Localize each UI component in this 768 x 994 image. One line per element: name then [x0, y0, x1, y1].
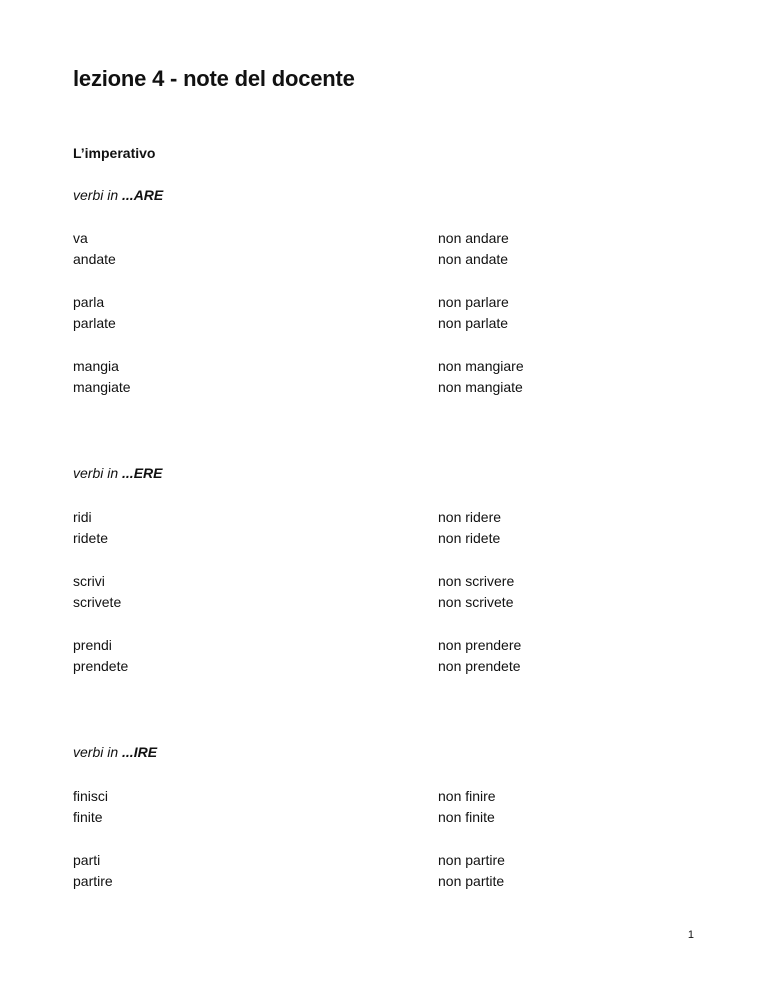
negative-tu: non parlare	[438, 294, 509, 310]
negative-tu: non finire	[438, 788, 496, 804]
affirmative-tu: va	[73, 230, 88, 246]
negative-forms	[438, 571, 514, 613]
negative-voi: non andate	[438, 251, 509, 267]
section-heading-ire	[73, 744, 157, 760]
negative-forms	[438, 228, 509, 270]
negative-forms	[438, 292, 509, 334]
negative-voi: non ridete	[438, 530, 501, 546]
affirmative-voi: parlate	[73, 315, 116, 331]
affirmative-forms	[73, 635, 128, 677]
affirmative-tu: ridi	[73, 509, 92, 525]
negative-tu: non mangiare	[438, 358, 524, 374]
affirmative-voi: prendete	[73, 658, 129, 674]
negative-forms	[438, 786, 496, 828]
affirmative-forms	[73, 228, 116, 270]
negative-forms	[438, 850, 505, 892]
affirmative-tu: parla	[73, 294, 105, 310]
negative-forms	[438, 356, 524, 398]
negative-tu: non partire	[438, 852, 505, 868]
negative-voi: non mangiate	[438, 379, 523, 395]
affirmative-voi: ridete	[73, 530, 109, 546]
affirmative-voi: andate	[73, 251, 116, 267]
negative-tu: non ridere	[438, 509, 502, 525]
affirmative-tu: parti	[73, 852, 101, 868]
negative-voi: non partite	[438, 873, 505, 889]
affirmative-forms	[73, 850, 113, 892]
affirmative-forms	[73, 356, 131, 398]
section-subtitle: L’imperativo	[73, 145, 156, 161]
page-title: lezione 4 - note del docente	[73, 66, 355, 91]
section-heading-prefix: verbi in	[73, 465, 123, 481]
affirmative-voi: mangiate	[73, 379, 131, 395]
negative-forms	[438, 635, 521, 677]
section-heading-ere	[73, 465, 163, 481]
section-heading-suffix: ...IRE	[122, 744, 158, 760]
section-heading-prefix: verbi in	[73, 187, 123, 203]
section-heading-suffix: ...ERE	[122, 465, 163, 481]
negative-voi: non scrivete	[438, 594, 514, 610]
affirmative-tu: scrivi	[73, 573, 105, 589]
page-number: 1	[687, 929, 694, 941]
affirmative-tu: prendi	[73, 637, 112, 653]
affirmative-forms	[73, 292, 116, 334]
negative-forms	[438, 507, 501, 549]
section-heading-suffix: ...ARE	[122, 187, 164, 203]
section-heading-are	[73, 187, 163, 203]
negative-tu: non andare	[438, 230, 509, 246]
affirmative-voi: finite	[73, 809, 103, 825]
affirmative-forms	[73, 571, 121, 613]
section-heading-prefix: verbi in	[73, 744, 123, 760]
affirmative-voi: partire	[73, 873, 113, 889]
affirmative-voi: scrivete	[73, 594, 122, 610]
negative-voi: non parlate	[438, 315, 509, 331]
affirmative-tu: mangia	[73, 358, 119, 374]
affirmative-forms	[73, 507, 108, 549]
negative-voi: non finite	[438, 809, 495, 825]
negative-tu: non scrivere	[438, 573, 515, 589]
negative-voi: non prendete	[438, 658, 521, 674]
affirmative-tu: finisci	[73, 788, 109, 804]
negative-tu: non prendere	[438, 637, 522, 653]
affirmative-forms	[73, 786, 108, 828]
